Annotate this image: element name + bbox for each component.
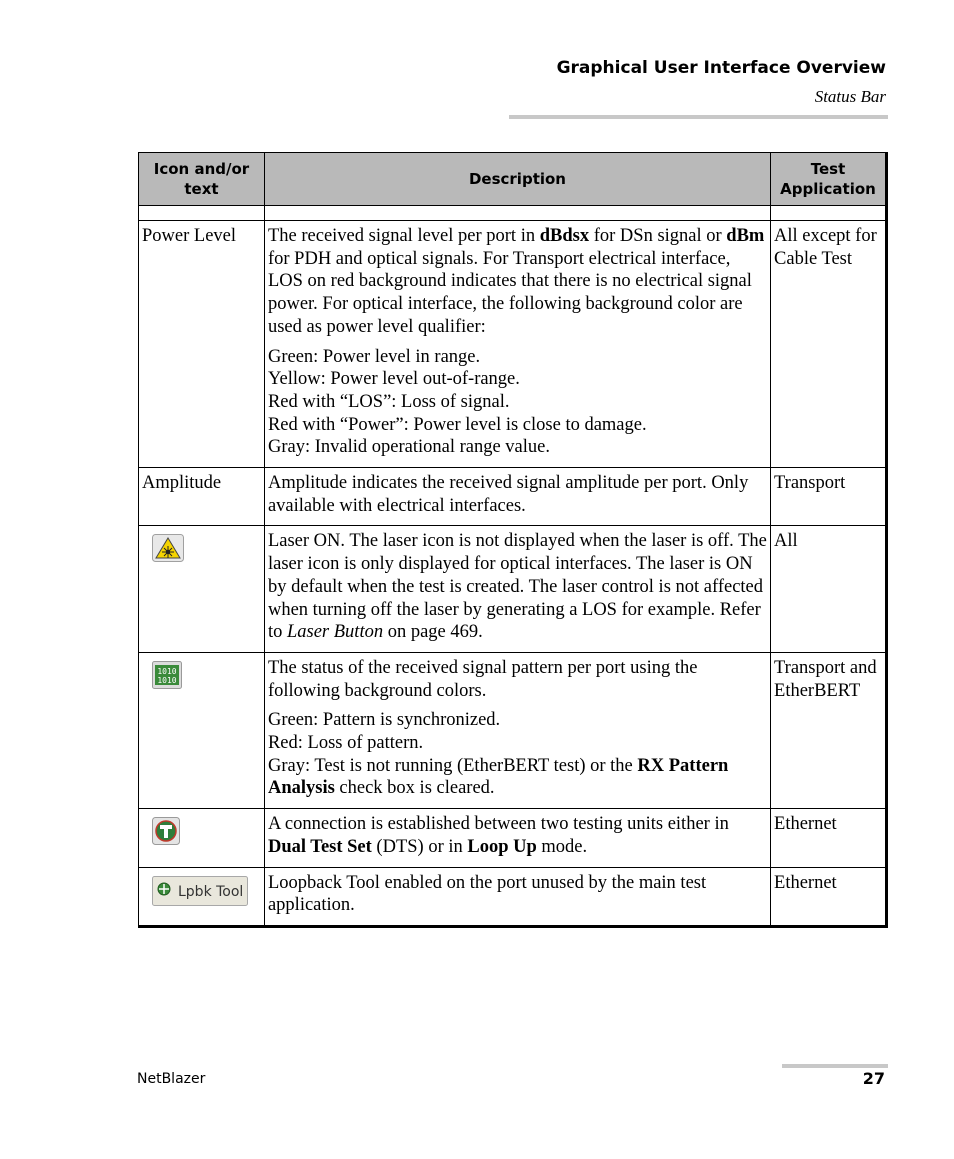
description-paragraph: The status of the received signal pattern per port using the following background colors.: [267, 657, 698, 701]
checkbox-term: RX Pattern Analysis: [267, 755, 729, 799]
mode-term: Loop Up: [467, 836, 537, 857]
status-bar-table: [138, 152, 888, 928]
table-row: [139, 468, 887, 526]
row-test-application: Transport: [771, 468, 887, 526]
loopback-tool-label: Lpbk Tool: [178, 883, 244, 900]
connection-icon: [152, 817, 180, 852]
table-row: [139, 809, 887, 867]
column-header-icon: Icon and/or text: [139, 153, 265, 206]
table-header-row: [139, 153, 887, 206]
row-label: Amplitude: [139, 468, 265, 526]
qualifier-item: Red with “Power”: Power level is close to damage.: [267, 414, 647, 435]
table-row: [139, 867, 887, 926]
row-icon-cell: [139, 526, 265, 653]
loopback-tool-icon: [152, 876, 248, 913]
row-description: [264, 652, 770, 808]
row-label: Power Level: [139, 221, 265, 468]
qualifier-item: Red with “LOS”: Loss of signal.: [267, 391, 510, 412]
unit-term: dBm: [726, 226, 765, 246]
qualifier-item: Green: Power level in range.: [267, 346, 481, 367]
qualifier-item: Gray: Invalid operational range value.: [267, 437, 550, 458]
footer-product-name: NetBlazer: [137, 1071, 206, 1087]
row-test-application: All except for Cable Test: [771, 221, 887, 468]
footer-divider: [782, 1064, 888, 1068]
pattern-icon-glyph: 1010: [157, 675, 177, 685]
row-icon-cell: [139, 652, 265, 808]
row-description: [264, 221, 770, 468]
row-test-application: All: [771, 526, 887, 653]
qualifier-list: Green: Pattern is synchronized. Red: Loss of pattern. Gray: Test is not running (EtherBERT test) or the RX Pattern Analysis check box is cleared.: [267, 710, 729, 799]
laser-icon: [152, 534, 184, 569]
description-paragraph: The received signal level per port in dBdsx for DSn signal or dBm for PDH and optical signals. For Transport electrical interface, LOS on red background indicates that there is no electrical signal power. For optical interface, the following background color are used as power level qualifier:: [267, 226, 765, 337]
page-header-subtitle: Status Bar: [814, 87, 886, 106]
row-description: Laser ON. The laser icon is not displayed when the laser is off. The laser icon is only displayed for optical interfaces. The laser is ON by default when the test is created. The laser control is not affected when turning off the laser by generating a LOS for example. Refer to Laser Button on page 469.: [264, 526, 770, 653]
row-description: A connection is established between two testing units either in Dual Test Set (DTS) or in Loop Up mode.: [264, 809, 770, 867]
unit-term: dBdsx: [539, 226, 590, 246]
row-test-application: Ethernet: [771, 809, 887, 867]
table-row: [139, 221, 887, 468]
column-header-description: Description: [264, 153, 770, 206]
row-icon-cell: [139, 809, 265, 867]
row-icon-cell: [139, 867, 265, 926]
qualifier-list: [268, 346, 767, 460]
qualifier-item: Yellow: Power level out-of-range.: [267, 369, 520, 390]
row-description: Amplitude indicates the received signal amplitude per port. Only available with electrical interfaces.: [264, 468, 770, 526]
pattern-icon: [152, 661, 182, 696]
row-test-application: Transport and EtherBERT: [771, 652, 887, 808]
pattern-icon-glyph: 1010: [157, 666, 177, 676]
table-row: [139, 652, 887, 808]
cross-reference-link[interactable]: Laser Button: [286, 622, 384, 643]
header-divider: [509, 115, 888, 119]
row-test-application: Ethernet: [771, 867, 887, 926]
mode-term: Dual Test Set: [267, 836, 372, 857]
column-header-test-application: Test Application: [771, 153, 887, 206]
qualifier-item: Green: Pattern is synchronized.: [267, 710, 501, 731]
header-separator-row: [139, 206, 887, 221]
row-description: Loopback Tool enabled on the port unused by the main test application.: [264, 867, 770, 926]
qualifier-item: Red: Loss of pattern.: [267, 733, 424, 754]
page-number: 27: [862, 1069, 885, 1088]
table-row: [139, 526, 887, 653]
page-header-title: Graphical User Interface Overview: [556, 58, 886, 78]
